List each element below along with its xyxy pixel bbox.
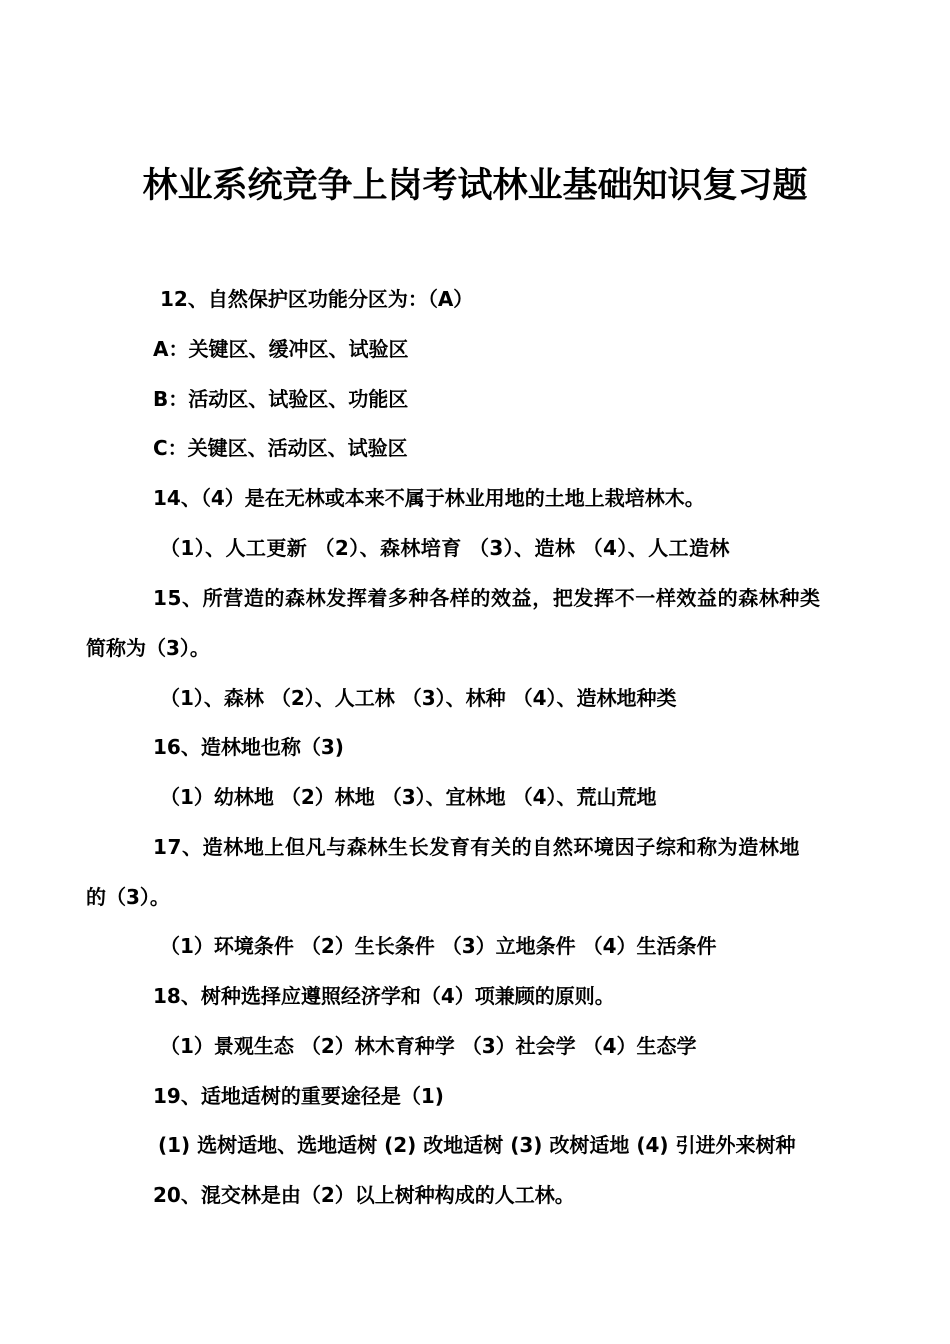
question-16-options: （1）幼林地 （2）林地 （3）、宜林地 （4）、荒山荒地 [160, 785, 657, 809]
question-19: 19、适地适树的重要途径是（1) [153, 1084, 444, 1108]
question-12-option-a: A：关键区、缓冲区、试验区 [153, 337, 409, 361]
question-20: 20、混交林是由（2）以上树种构成的人工林。 [153, 1183, 575, 1207]
question-18-options: （1）景观生态 （2）林木育种学 （3）社会学 （4）生态学 [160, 1034, 697, 1058]
document-title: 林业系统竞争上岗考试林业基础知识复习题 [142, 166, 808, 206]
question-14: 14、（4）是在无林或本来不属于林业用地的土地上栽培林木。 [153, 486, 705, 510]
question-12-option-c: C：关键区、活动区、试验区 [153, 436, 408, 460]
question-15-options: （1）、森林 （2）、人工林 （3）、林种 （4）、造林地种类 [160, 686, 677, 710]
question-15-line-2: 简称为（3）。 [86, 636, 210, 660]
question-19-options: (1) 选树适地、选地适树 (2) 改地适树 (3) 改树适地 (4) 引进外来树种 [158, 1133, 796, 1157]
question-15-line-1: 15、所营造的森林发挥着多种各样的效益，把发挥不一样效益的森林种类 [153, 586, 821, 610]
question-18: 18、树种选择应遵照经济学和（4）项兼顾的原则。 [153, 984, 615, 1008]
question-12-option-b: B：活动区、试验区、功能区 [153, 387, 409, 411]
question-17-line-1: 17、造林地上但凡与森林生长发育有关的自然环境因子综和称为造林地 [153, 835, 801, 859]
question-17-options: （1）环境条件 （2）生长条件 （3）立地条件 （4）生活条件 [160, 934, 717, 958]
question-16: 16、造林地也称（3) [153, 735, 344, 759]
question-12: 12、自然保护区功能分区为：（A） [160, 287, 474, 311]
question-17-line-2: 的（3）。 [86, 885, 170, 909]
question-14-options: （1）、人工更新 （2）、森林培育 （3）、造林 （4）、人工造林 [160, 536, 730, 560]
